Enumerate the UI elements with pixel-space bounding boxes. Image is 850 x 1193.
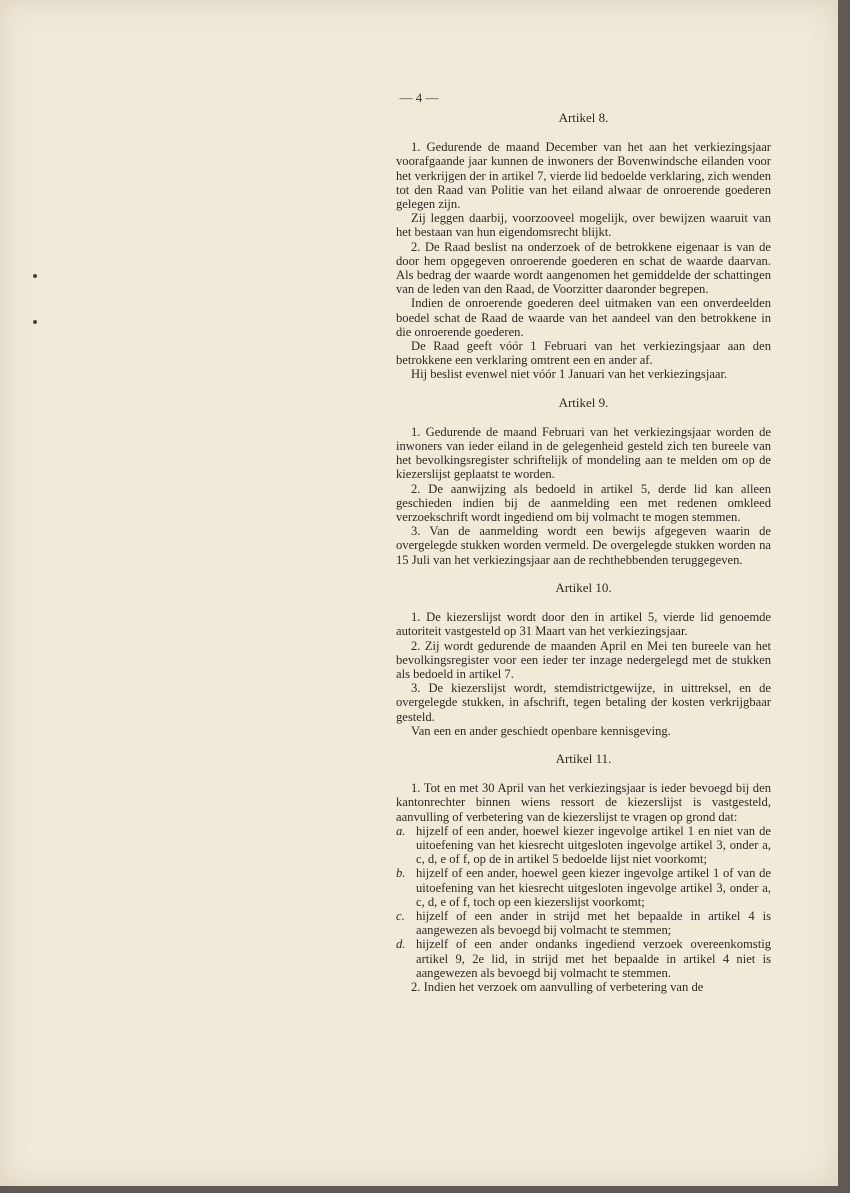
paragraph: Zij leggen daarbij, voorzooveel mogelijk, over bewijzen waaruit van het bestaan van hun eigendomsrecht blijkt. [396,211,771,240]
list-item [396,909,771,937]
paragraph: 2. De aanwijzing als bedoeld in artikel 5, derde lid kan alleen geschieden indien bij de aanmelding een met redenen omkleed verzoekschrift wordt ingediend om bij volmacht te mogen stemmen. [396,481,771,525]
article-10 [396,581,771,738]
paragraph: 1. De kiezerslijst wordt door den in artikel 5, vierde lid genoemde autoriteit vastgesteld op 31 Maart van het verkiezingsjaar. [396,610,771,639]
article-title: Artikel 8. [558,110,609,125]
paragraph: De Raad geeft vóór 1 Februari van het verkiezingsjaar aan den betrokkene een verklaring omtrent een en ander af. [396,339,771,368]
paragraph: Indien de onroerende goederen deel uitmaken van een onverdeelden boedel schat de Raad de waarde van het aandeel van den betrokkene in die onroerende goederen. [396,296,771,339]
punch-hole [33,274,37,278]
paragraph: 2. De Raad beslist na onderzoek of de betrokkene eigenaar is van de door hem opgegeven onroerende goederen en schat de waarde daarvan. Als bedrag der waarde wordt aangenomen het gemiddelde der schattingen van de leden van den Raad, de Voorzitter daaronder begrepen. [396,239,771,297]
article-11 [396,752,771,994]
item-letter: d. [396,937,406,952]
paragraph: 1. Tot en met 30 April van het verkiezingsjaar is ieder bevoegd bij den kantonrechter binnen wiens ressort de kiezerslijst is vastgesteld, aanvulling of verbetering van de kiezerslijst te vragen op grond dat: [396,781,771,824]
article-8 [396,111,771,382]
item-letter: b. [396,866,406,881]
item-text: hijzelf of een ander, hoewel geen kiezer ingevolge artikel 1 of van de uitoefening van het kiesrecht uitgesloten ingevolge artikel 3, onder a, c, d, e of f, toch op een kiezerslijst voorkomt; [416,866,771,909]
item-letter: c. [396,908,405,923]
document-body [396,111,771,994]
list-item [396,824,771,867]
paragraph: 3. De kiezerslijst wordt, stemdistrictgewijze, in uittreksel, en de overgelegde stukken, in afschrift, tegen betaling der kosten verkrijgbaar gesteld. [396,681,771,724]
paragraph: 1. Gedurende de maand December van het aan het verkiezingsjaar voorafgaande jaar kunnen de inwoners der Bovenwindsche eilanden voor het verkrijgen der in artikel 7, vierde lid bedoelde verklaring, zich wenden tot den Raad van Politie van het eiland alwaar de onroerende goederen gelegen zijn. [396,140,771,212]
item-text: hijzelf of een ander ondanks ingediend verzoek overeenkomstig artikel 9, 2e lid, in strijd met het bepaalde in artikel 4 niet is aangewezen als bevoegd bij volmacht te stemmen. [416,937,771,980]
item-letter: a. [396,823,406,838]
paragraph: Hij beslist evenwel niet vóór 1 Januari van het verkiezingsjaar. [411,367,728,382]
item-text: hijzelf of een ander, hoewel kiezer ingevolge artikel 1 en niet van de uitoefening van het kiesrecht uitgesloten ingevolge artikel 3, onder a, c, d, e of f, op de in artikel 5 bedoelde lijst niet voorkomt; [416,823,771,867]
paragraph: Van een en ander geschiedt openbare kennisgeving. [411,723,671,738]
article-title: Artikel 10. [555,579,612,595]
item-text: hijzelf of een ander in strijd met het bepaalde in artikel 4 is aangewezen als bevoegd bij volmacht te stemmen; [416,908,771,938]
article-title: Artikel 11. [555,750,612,766]
page-number: — 4 — [399,90,439,105]
paragraph: 2. Indien het verzoek om aanvulling of verbetering van de [411,979,704,994]
list-item [396,937,771,980]
paragraph: 3. Van de aanmelding wordt een bewijs afgegeven waarin de overgelegde stukken worden vermeld. De overgelegde stukken worden na 15 Juli van het verkiezingsjaar aan de rechthebbenden teruggegeven. [396,524,771,567]
punch-hole [33,320,37,324]
list-item [396,866,771,909]
paragraph: 2. Zij wordt gedurende de maanden April en Mei ten bureele van het bevolkingsregister voor een ieder ter inzage nedergelegd met de stukken als bedoeld in artikel 7. [396,638,771,681]
article-title: Artikel 9. [558,394,609,410]
paragraph: 1. Gedurende de maand Februari van het verkiezingsjaar worden de inwoners van ieder eiland in de gelegenheid gesteld zich ten bureele van het bevolkingsregister schriftelijk of mondeling aan te melden om op de kiezerslijst geplaatst te worden. [396,424,771,482]
article-9 [396,396,771,567]
